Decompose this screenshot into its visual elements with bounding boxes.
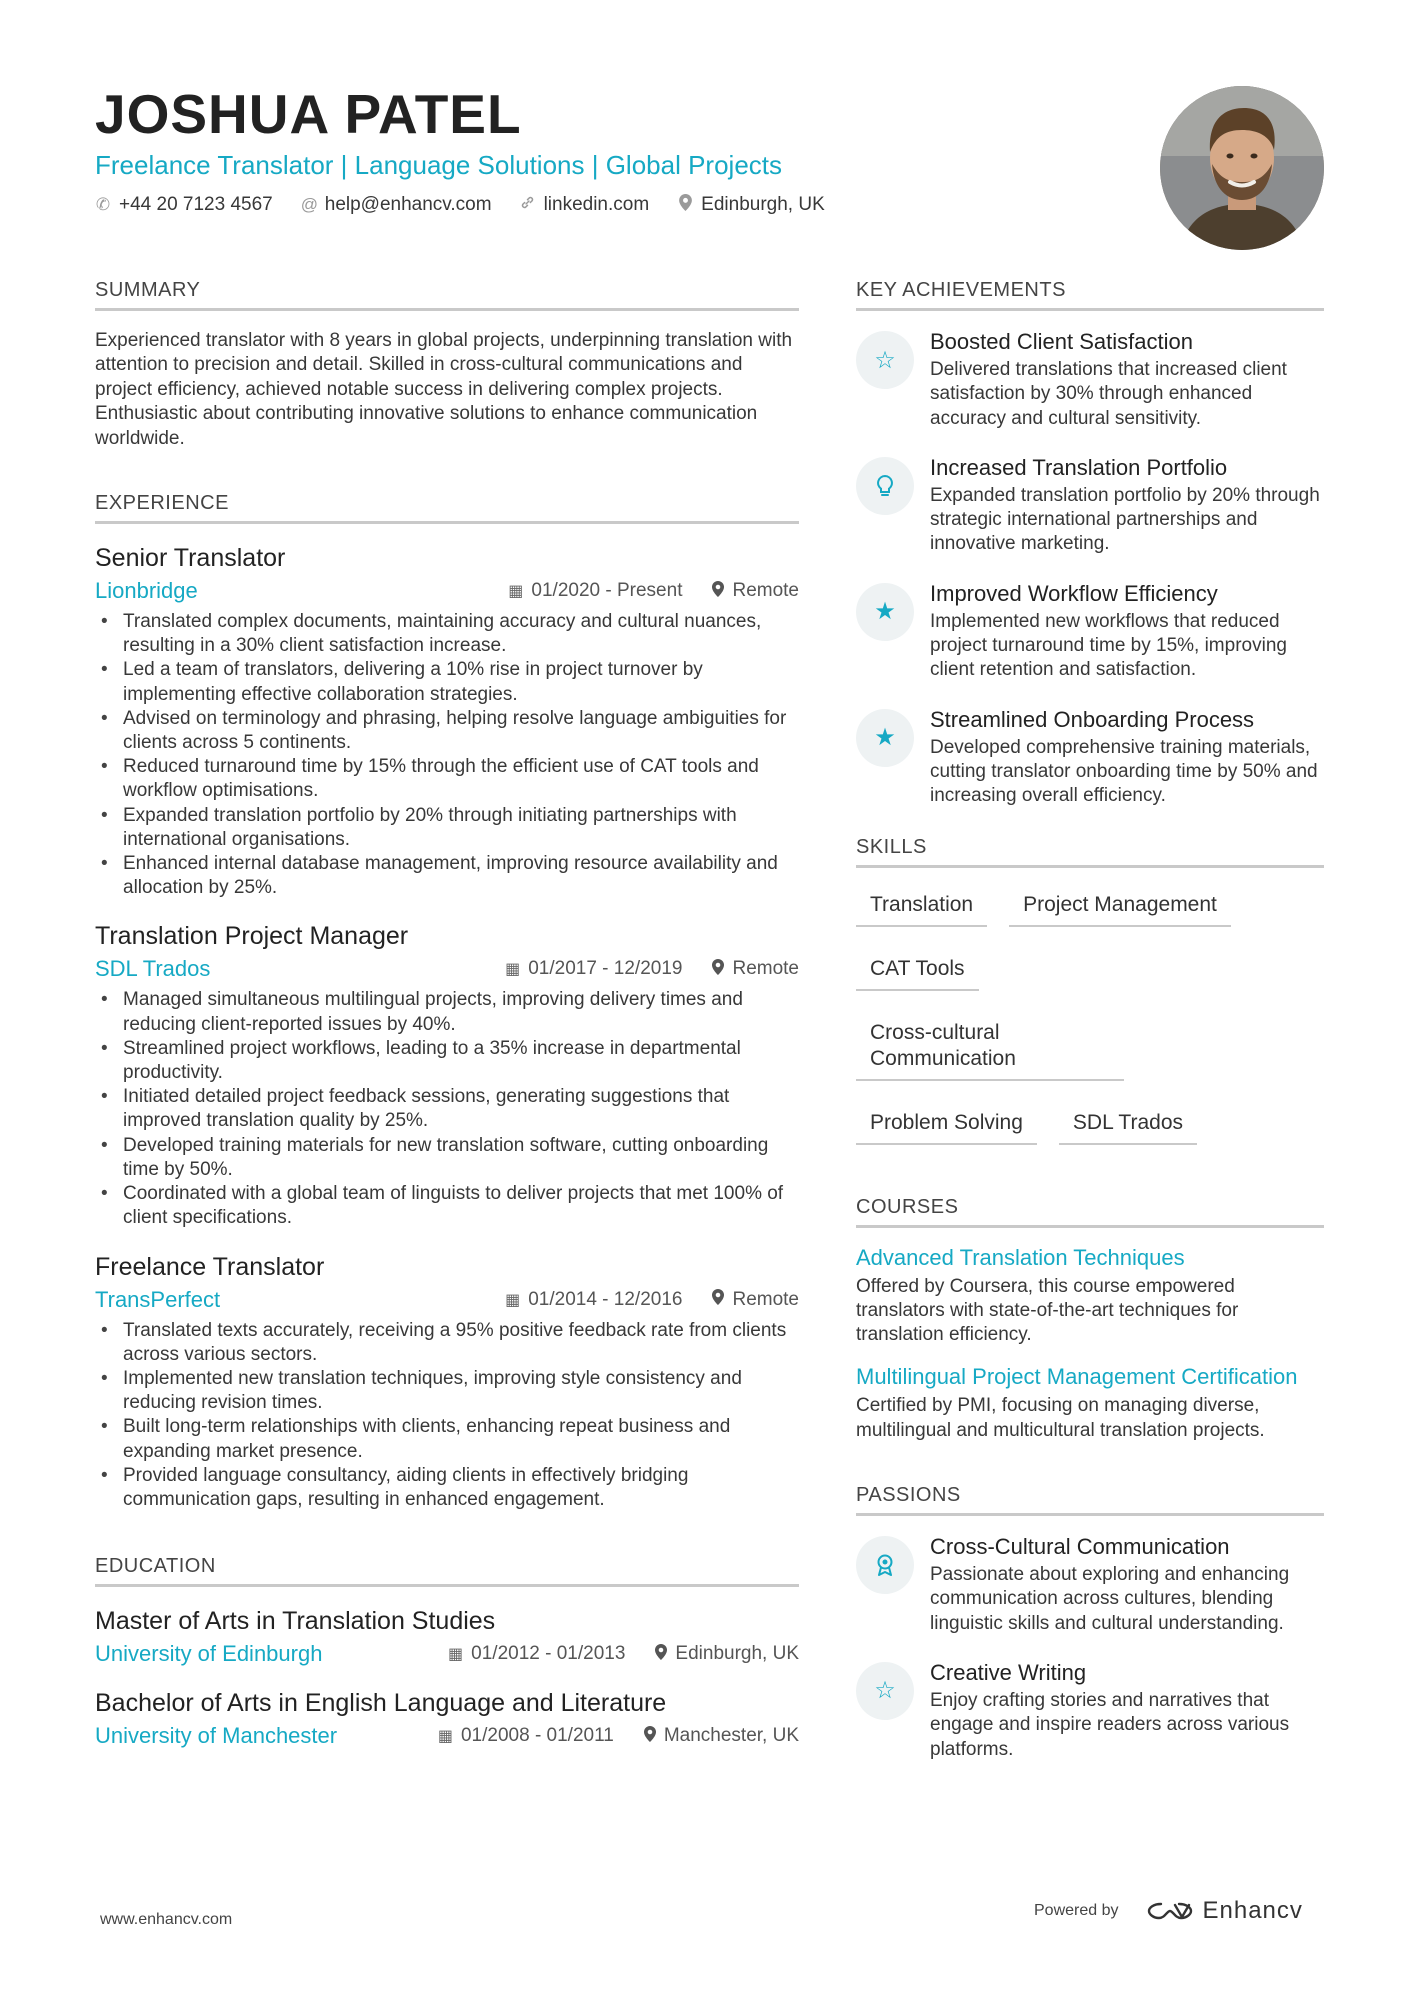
passion-desc: Passionate about exploring and enhancing communication across cultures, blending linguistic skills and cultural understanding. <box>930 1564 1290 1634</box>
achievement-desc: Developed comprehensive training materials, cutting translator onboarding time by 50% and increasing overall efficiency. <box>930 736 1318 807</box>
experience-item <box>95 1251 799 1513</box>
job-title: Freelance Translator <box>95 1252 325 1281</box>
company-name: SDL Trados <box>95 956 211 982</box>
bullet-item: • Built long-term relationships with clients, enhancing repeat business and expanding market presence. <box>95 1415 799 1463</box>
company-name: TransPerfect <box>95 1286 221 1312</box>
contact-location-text: Edinburgh, UK <box>701 194 825 215</box>
location-pin-icon <box>644 1726 656 1747</box>
calendar-icon: ▦ <box>508 583 524 601</box>
skill-tag: Cross-cultural Communication <box>856 1018 1124 1081</box>
contact-phone-text: +44 20 7123 4567 <box>119 194 273 215</box>
link-icon <box>520 195 536 215</box>
award-icon <box>856 1536 914 1594</box>
degree-title: Bachelor of Arts in English Language and Literature <box>95 1689 667 1718</box>
course-desc: Offered by Coursera, this course empowered translators with state-of-the-art techniques for translation efficiency. <box>856 1275 1239 1346</box>
skill-tag: CAT Tools <box>856 954 979 991</box>
course-desc: Certified by PMI, focusing on managing diverse, multilingual and multicultural translation projects. <box>856 1395 1265 1441</box>
location-pin-icon <box>677 194 693 216</box>
enhancv-logo[interactable] <box>1147 1897 1303 1925</box>
education-item <box>95 1687 799 1751</box>
achievement-item <box>856 327 1324 431</box>
bullet-item: • Provided language consultancy, aiding clients in effectively bridging communication gaps, resulting in enhanced engagement. <box>95 1464 799 1512</box>
phone-icon: ✆ <box>95 195 111 214</box>
education-location: Edinburgh, UK <box>675 1643 799 1665</box>
achievement-title: Streamlined Onboarding Process <box>930 706 1255 732</box>
bullet-item: • Implemented new translation techniques, improving style consistency and reducing revision times. <box>95 1367 799 1415</box>
course-title: Multilingual Project Management Certification <box>856 1364 1298 1390</box>
job-dates: 01/2017 - 12/2019 <box>528 958 683 980</box>
achievement-title: Increased Translation Portfolio <box>930 454 1228 480</box>
passions-list <box>856 1532 1324 1762</box>
contact-email-text: help@enhancv.com <box>324 194 492 215</box>
course-item <box>856 1363 1324 1443</box>
bullet-item: • Enhanced internal database management, improving resource availability and allocation by 25%. <box>95 852 799 900</box>
candidate-headline: Freelance Translator | Language Solutions | Global Projects <box>95 150 783 180</box>
job-bullets <box>95 988 799 1230</box>
passion-item <box>856 1658 1324 1762</box>
summary-text: Experienced translator with 8 years in global projects, underpinning translation with attention to precision and detail. Skilled in cross-cultural communications and project efficiency, achieved notable success in delivering complex projects. Enthusiastic about contributing innovative solutions to enhance communication worldwide. <box>95 330 793 449</box>
star-outline-icon: ☆ <box>856 1662 914 1720</box>
location-pin-icon <box>655 1644 667 1665</box>
contact-linkedin[interactable] <box>520 194 650 216</box>
bullet-item: • Coordinated with a global team of linguists to deliver projects that met 100% of client specifications. <box>95 1182 799 1230</box>
location-pin-icon <box>712 581 724 602</box>
contact-email[interactable] <box>301 194 492 216</box>
summary-heading: SUMMARY <box>95 278 799 311</box>
job-title: Translation Project Manager <box>95 922 409 951</box>
education-dates: 01/2008 - 01/2011 <box>460 1725 614 1747</box>
skill-tag: Problem Solving <box>856 1108 1037 1145</box>
skills-list <box>856 890 1324 1145</box>
school-name: University of Edinburgh <box>95 1641 323 1667</box>
education-dates: 01/2012 - 01/2013 <box>471 1643 626 1665</box>
experience-item <box>95 920 799 1230</box>
courses-heading: COURSES <box>856 1195 1324 1228</box>
bullet-item: • Translated complex documents, maintaining accuracy and cultural nuances, resulting in a 30% client satisfaction increase. <box>95 610 799 658</box>
location-pin-icon <box>712 959 724 980</box>
lightbulb-icon <box>856 457 914 515</box>
education-location: Manchester, UK <box>663 1725 799 1747</box>
achievement-desc: Delivered translations that increased client satisfaction by 30% through enhanced accuracy and cultural sensitivity. <box>930 359 1287 429</box>
star-half-icon: ★ <box>856 709 914 767</box>
passions-heading: PASSIONS <box>856 1483 1324 1516</box>
job-bullets <box>95 610 799 900</box>
achievement-title: Boosted Client Satisfaction <box>930 329 1193 354</box>
course-title: Advanced Translation Techniques <box>856 1244 1185 1270</box>
footer-branding <box>1034 1897 1303 1925</box>
contact-bar <box>95 194 1095 216</box>
passion-item <box>856 1532 1324 1636</box>
right-column <box>856 278 1324 1784</box>
left-column <box>95 278 799 1751</box>
achievement-item <box>856 579 1324 683</box>
achievements-list <box>856 327 1324 809</box>
achievement-desc: Expanded translation portfolio by 20% through strategic international partnerships and innovative marketing. <box>930 484 1320 555</box>
experience-item <box>95 542 799 900</box>
bullet-item: • Led a team of translators, delivering a 10% rise in project turnover by implementing effective collaboration strategies. <box>95 658 799 706</box>
enhancv-logo-icon <box>1147 1899 1193 1923</box>
bullet-item: • Reduced turnaround time by 15% through the efficient use of CAT tools and workflow optimisations. <box>95 755 799 803</box>
bullet-item: • Translated texts accurately, receiving a 95% positive feedback rate from clients across various sectors. <box>95 1319 799 1367</box>
company-name: Lionbridge <box>95 578 198 604</box>
bullet-item: • Advised on terminology and phrasing, helping resolve language ambiguities for clients across 5 continents. <box>95 707 799 755</box>
resume-header <box>95 82 1095 216</box>
contact-location <box>677 194 825 216</box>
achievement-item <box>856 705 1324 809</box>
passion-title: Cross-Cultural Communication <box>930 1534 1230 1560</box>
skills-heading: SKILLS <box>856 835 1324 868</box>
education-item <box>95 1605 799 1669</box>
experience-heading: EXPERIENCE <box>95 491 799 524</box>
star-outline-icon: ☆ <box>856 331 914 389</box>
job-location: Remote <box>732 580 799 602</box>
achievement-item <box>856 453 1324 557</box>
calendar-icon: ▦ <box>505 961 521 979</box>
job-bullets <box>95 1319 799 1513</box>
school-name: University of Manchester <box>95 1723 338 1749</box>
calendar-icon: ▦ <box>448 1646 464 1664</box>
course-item <box>856 1244 1324 1348</box>
bullet-item: • Streamlined project workflows, leading to a 35% increase in departmental productivity. <box>95 1037 799 1085</box>
achievement-title: Improved Workflow Efficiency <box>930 580 1218 606</box>
profile-photo <box>1160 86 1324 250</box>
degree-title: Master of Arts in Translation Studies <box>95 1607 496 1636</box>
calendar-icon: ▦ <box>437 1728 453 1746</box>
location-pin-icon <box>712 1289 724 1310</box>
at-icon: @ <box>300 195 319 214</box>
contact-linkedin-text: linkedin.com <box>543 194 650 215</box>
job-dates: 01/2020 - Present <box>531 580 683 602</box>
star-half-icon: ★ <box>856 583 914 641</box>
bullet-item: • Managed simultaneous multilingual projects, improving delivery times and reducing client-reported issues by 40%. <box>95 988 799 1036</box>
education-heading: EDUCATION <box>95 1554 799 1587</box>
passion-desc: Enjoy crafting stories and narratives that engage and inspire readers across various platforms. <box>930 1689 1290 1760</box>
enhancv-logo-text: Enhancv <box>1202 1897 1303 1924</box>
skill-tag: SDL Trados <box>1059 1108 1197 1145</box>
job-title: Senior Translator <box>95 544 286 573</box>
bullet-item: • Initiated detailed project feedback sessions, generating suggestions that improved translation quality by 25%. <box>95 1085 799 1133</box>
bullet-item: • Expanded translation portfolio by 20% through initiating partnerships with international organisations. <box>95 804 799 852</box>
achievements-heading: KEY ACHIEVEMENTS <box>856 278 1324 311</box>
footer-website[interactable]: www.enhancv.com <box>100 1911 233 1928</box>
skill-tag: Project Management <box>1009 890 1231 927</box>
passion-title: Creative Writing <box>930 1659 1087 1685</box>
powered-by-label: Powered by <box>1034 1902 1119 1919</box>
job-dates: 01/2014 - 12/2016 <box>528 1288 683 1310</box>
candidate-name: JOSHUA PATEL <box>95 83 522 145</box>
job-location: Remote <box>732 958 799 980</box>
contact-phone[interactable] <box>95 194 273 216</box>
achievement-desc: Implemented new workflows that reduced project turnaround time by 15%, improving client retention and satisfaction. <box>930 610 1287 681</box>
skill-tag: Translation <box>856 890 987 927</box>
bullet-item: • Developed training materials for new translation software, cutting onboarding time by 50%. <box>95 1134 799 1182</box>
calendar-icon: ▦ <box>505 1291 521 1309</box>
job-location: Remote <box>732 1288 799 1310</box>
